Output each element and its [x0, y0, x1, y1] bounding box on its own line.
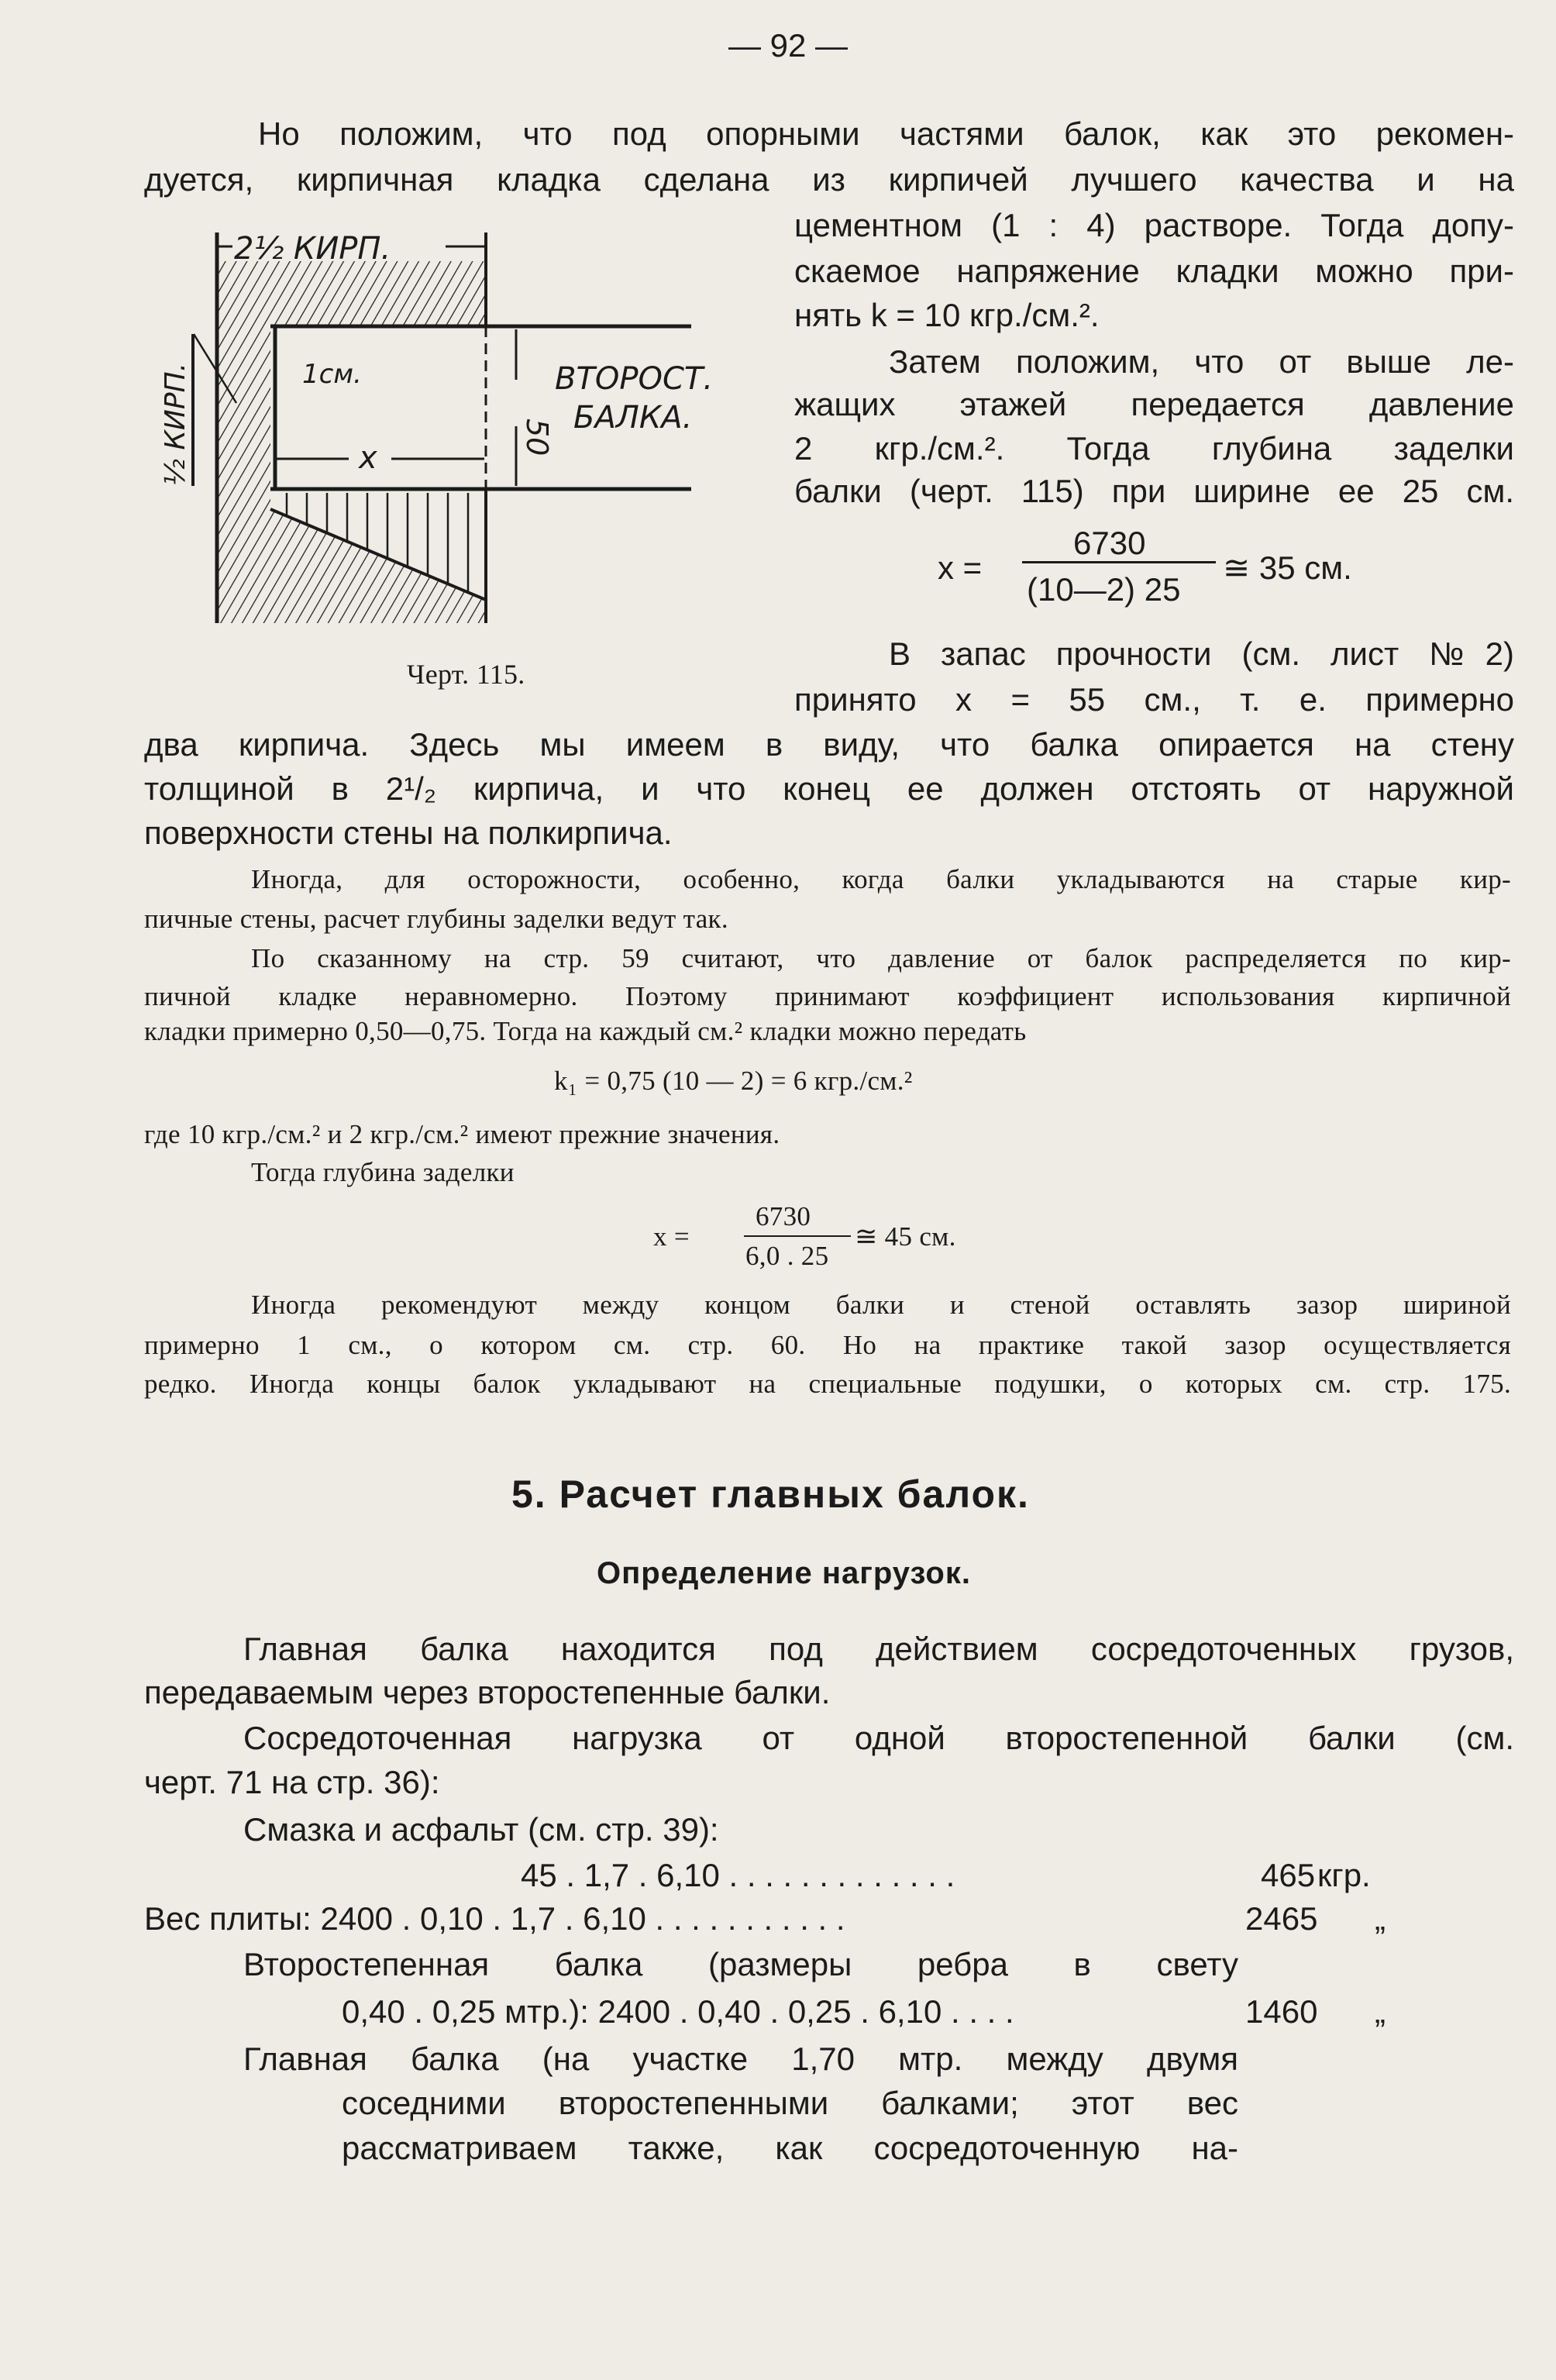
text-line: 2 кгр./см.². Тогда глубина заделки [794, 430, 1514, 467]
gap-label: 1см. [302, 359, 362, 390]
load-value: 465 [1261, 1857, 1316, 1893]
small-text-line: Иногда рекомендуют между концом балки и стеной оставлять зазор шириной [251, 1290, 1511, 1320]
small-text-line: По сказанному на стр. 59 считают, что давление от балок распределяется по кир- [251, 943, 1511, 973]
text-line: передаваемым через второстепенные балки. [144, 1674, 831, 1710]
small-text-line: кладки примерно 0,50—0,75. Тогда на каждый см.² кладки можно передать [144, 1016, 1027, 1046]
beam-label-line2: БАЛКА. [573, 400, 693, 436]
text-line: Затем положим, что от выше ле- [889, 343, 1514, 380]
x-dimension-label: x [359, 440, 377, 476]
small-text-line: пичные стены, расчет глубины заделки ведут так. [144, 904, 728, 934]
text-line: цементном (1 : 4) растворе. Тогда допу- [794, 207, 1514, 243]
height-label: 50 [520, 418, 554, 456]
text-line: рассматриваем также, как сосредоточенную на- [342, 2130, 1238, 2166]
text-line: поверхности стены на полкирпича. [144, 815, 673, 851]
small-text-line: редко. Иногда концы балок укладывают на специальные подушки, о которых см. стр. 175. [144, 1369, 1511, 1399]
formula-numerator: 6730 [1073, 525, 1146, 561]
load-unit: „ [1375, 1900, 1386, 1937]
small-text-line: Иногда, для осторожности, особенно, когда балки укладываются на старые кир- [251, 864, 1511, 894]
formula-numerator: 6730 [756, 1201, 811, 1231]
small-text-line: примерно 1 см., о котором см. стр. 60. Но на практике такой зазор осуществляется [144, 1330, 1511, 1360]
load-expression: 45 . 1,7 . 6,10 . . . . . . . . . . . . . [521, 1857, 955, 1893]
formula-denominator: (10—2) 25 [1027, 571, 1181, 608]
section-heading: 5. Расчет главных балок. [511, 1472, 1030, 1516]
beam-label-line1: ВТОРОСТ. [555, 361, 714, 397]
load-expression: Вес плиты: 2400 . 0,10 . 1,7 . 6,10 . . . . . . . . . . . [144, 1900, 845, 1937]
text-line: В запас прочности (см. лист №2) [889, 635, 1514, 672]
brick-wall-hatching [217, 261, 486, 623]
wall-width-label: 2½ КИРП. [234, 231, 391, 267]
text-line: Главная балка находится под действием сосредоточенных грузов, [243, 1631, 1514, 1667]
load-value: 2465 [1245, 1900, 1318, 1937]
text-line: черт. 71 на стр. 36): [144, 1764, 440, 1800]
formula-rhs: ≅ 35 см. [1223, 549, 1352, 586]
text-line: Второстепенная балка (размеры ребра в свету [243, 1946, 1238, 1982]
formula-lhs: x = [653, 1221, 690, 1252]
half-brick-label: ½ КИРП. [160, 362, 191, 486]
text-line: принято x = 55 см., т. е. примерно [794, 681, 1514, 718]
text-line: дуется, кирпичная кладка сделана из кирпичей лучшего качества и на [144, 161, 1514, 198]
formula-k1: k₁ = 0,75 (10 — 2) = 6 кгр./см.² [554, 1066, 913, 1096]
text-line: балки (черт. 115) при ширине ее 25 см. [794, 473, 1514, 509]
fraction-bar [744, 1235, 851, 1237]
text-line: Смазка и асфальт (см. стр. 39): [243, 1811, 719, 1848]
subheading: Определение нагрузок. [597, 1556, 971, 1590]
load-unit: „ [1375, 1993, 1386, 2030]
formula-lhs: x = [938, 549, 983, 586]
text-line: соседними второстепенными балками; этот вес [342, 2085, 1238, 2121]
text-line: Сосредоточенная нагрузка от одной второстепенной балки (см. [243, 1720, 1514, 1756]
text-line: скаемое напряжение кладки можно при- [794, 253, 1514, 289]
fraction-bar [1022, 561, 1216, 563]
load-value: 1460 [1245, 1993, 1318, 2030]
small-text-line: где 10 кгр./см.² и 2 кгр./см.² имеют прежние значения. [144, 1119, 780, 1149]
text-line: два кирпича. Здесь мы имеем в виду, что балка опирается на стену [144, 726, 1514, 763]
page-number: — 92 — [728, 27, 849, 64]
load-expression: 0,40 . 0,25 мтр.): 2400 . 0,40 . 0,25 . 6,10 . . . . [342, 1993, 1014, 2030]
text-line: Главная балка (на участке 1,70 мтр. между двумя [243, 2041, 1238, 2077]
text-line: толщиной в 2¹/₂ кирпича, и что конец ее должен отстоять от наружной [144, 770, 1514, 807]
text-line: нять k = 10 кгр./см.². [794, 297, 1100, 333]
small-text-line: пичной кладке неравномерно. Поэтому принимают коэффициент использования кирпичной [144, 981, 1511, 1011]
formula-denominator: 6,0 . 25 [745, 1241, 829, 1271]
formula-rhs: ≅ 45 см. [855, 1221, 956, 1252]
text-line: Но положим, что под опорными частями балок, как это рекомен- [258, 115, 1514, 152]
load-unit: кгр. [1317, 1857, 1371, 1893]
figure-caption: Черт. 115. [407, 659, 525, 690]
text-line: жащих этажей передается давление [794, 386, 1514, 422]
small-text-line: Тогда глубина заделки [251, 1157, 515, 1187]
